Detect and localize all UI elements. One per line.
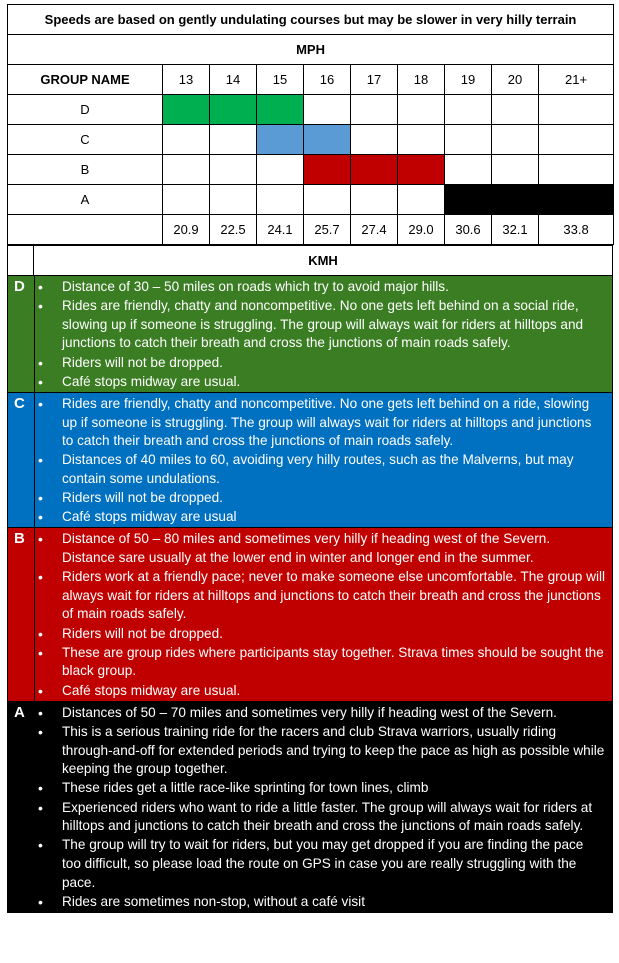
speed-cell [398, 185, 445, 215]
description-item: • Distances of 40 miles to 60, avoiding very hilly routes, such as the Malverns, but may contain some undulations. [62, 451, 606, 489]
mph-value: 14 [210, 65, 257, 95]
speed-cell [492, 155, 539, 185]
speed-cell [210, 125, 257, 155]
mph-value: 21+ [539, 65, 614, 95]
kmh-value: 29.0 [398, 215, 445, 245]
group-block-a [7, 702, 613, 913]
speed-cell [445, 125, 492, 155]
group-letter: A [14, 703, 25, 721]
mph-value: 20 [492, 65, 539, 95]
kmh-value: 20.9 [163, 215, 210, 245]
speed-cell [210, 185, 257, 215]
mph-value: 13 [163, 65, 210, 95]
speed-cell [257, 155, 304, 185]
speed-cell [163, 185, 210, 215]
kmh-label-table [7, 245, 613, 276]
description-item: • Riders will not be dropped. [62, 354, 606, 373]
kmh-value: 33.8 [539, 215, 614, 245]
group-letter: D [14, 278, 25, 295]
speed-cell-filled [539, 185, 614, 215]
description-item: • Café stops midway are usual [62, 508, 606, 527]
group-row [8, 185, 614, 215]
description-list [8, 702, 612, 912]
block-divider [34, 393, 35, 528]
description-item: • These are group rides where participants stay together. Strava times should be sought the black group. [62, 644, 606, 682]
speed-cell [398, 125, 445, 155]
description-item: • Distances of 50 – 70 miles and sometimes very hilly if heading west of the Severn. [62, 704, 606, 723]
speed-cell [492, 125, 539, 155]
description-item: • The group will try to wait for riders, but you may get dropped if you are finding the pace too difficult, so please load the route on GPS in case you are really struggling with the pace. [62, 836, 606, 892]
speed-cell [398, 95, 445, 125]
speed-cell [539, 95, 614, 125]
description-list [8, 393, 612, 528]
block-divider [34, 276, 35, 392]
group-letter: C [14, 394, 25, 412]
speed-cell [210, 155, 257, 185]
speed-cell-filled [304, 155, 351, 185]
speed-cell [304, 185, 351, 215]
description-item: • Experienced riders who want to ride a little faster. The group will always wait for riders at hilltops and junctions to catch their breath and cross the junctions of main roads safely. [62, 799, 606, 837]
kmh-value: 32.1 [492, 215, 539, 245]
description-item: • Rides are friendly, chatty and noncompetitive. No one gets left behind on a social ride, slowing up if someone is struggling. The group will always wait for riders at hilltops and junctions to catch their breath and cross the junctions of main roads safely. [62, 297, 606, 353]
speed-cell [351, 185, 398, 215]
description-item: • Riders will not be dropped. [62, 489, 606, 508]
group-name: C [8, 125, 163, 155]
group-block-c [7, 393, 613, 529]
description-item: • Rides are sometimes non-stop, without a café visit [62, 893, 606, 912]
description-item: • These rides get a little race-like sprinting for town lines, climb [62, 779, 606, 798]
speed-cell-filled [257, 95, 304, 125]
speed-cell-filled [351, 155, 398, 185]
group-descriptions [7, 276, 613, 913]
description-item: • Riders work at a friendly pace; never to make someone else uncomfortable. The group will always wait for riders at hilltops and junctions to catch their breath and cross the junctions of main roads safely. [62, 568, 606, 624]
group-row [8, 155, 614, 185]
mph-value: 16 [304, 65, 351, 95]
group-row [8, 125, 614, 155]
speed-table [7, 4, 614, 245]
group-letter: B [14, 530, 25, 548]
description-list [8, 528, 612, 700]
mph-value: 15 [257, 65, 304, 95]
mph-value: 19 [445, 65, 492, 95]
speed-cell [163, 125, 210, 155]
kmh-row-blank [8, 215, 163, 245]
description-item: • Rides are friendly, chatty and noncompetitive. No one gets left behind on a ride, slowing up if someone is struggling. The group will always wait for riders at hilltops and junctions to catch their breath and cross the junctions of main roads safely. [62, 395, 606, 451]
speed-cell [351, 125, 398, 155]
group-name: D [8, 95, 163, 125]
speed-cell [492, 95, 539, 125]
mph-value: 18 [398, 65, 445, 95]
speed-cell [445, 155, 492, 185]
speed-cell-filled [163, 95, 210, 125]
kmh-label: KMH [34, 246, 613, 276]
description-item: • Café stops midway are usual. [62, 682, 606, 701]
group-name: A [8, 185, 163, 215]
speed-cell-filled [398, 155, 445, 185]
description-list [8, 276, 612, 392]
kmh-value: 24.1 [257, 215, 304, 245]
group-block-b [7, 528, 613, 701]
mph-value: 17 [351, 65, 398, 95]
speed-cell-filled [210, 95, 257, 125]
description-item: • Distance of 50 – 80 miles and sometimes very hilly if heading west of the Severn. Distance sare usually at the lower end in winter and longer end in the summer. [62, 530, 606, 568]
kmh-blank [8, 246, 34, 276]
kmh-value: 22.5 [210, 215, 257, 245]
description-item: • Café stops midway are usual. [62, 373, 606, 392]
speed-cell-filled [304, 125, 351, 155]
description-item: • This is a serious training ride for the racers and club Strava warriors, usually riding through-and-off for extended periods and trying to keep the pace as high as possible while keeping the group together. [62, 723, 606, 779]
group-name-header: GROUP NAME [8, 65, 163, 95]
kmh-value: 27.4 [351, 215, 398, 245]
speed-guide [7, 4, 613, 913]
speed-cell-filled [445, 185, 492, 215]
kmh-value: 30.6 [445, 215, 492, 245]
speed-cell [304, 95, 351, 125]
group-block-d [7, 276, 613, 393]
description-item: • Riders will not be dropped. [62, 625, 606, 644]
title: Speeds are based on gently undulating courses but may be slower in very hilly terrain [8, 5, 614, 35]
speed-cell [445, 95, 492, 125]
kmh-value: 25.7 [304, 215, 351, 245]
group-row [8, 95, 614, 125]
mph-label: MPH [8, 35, 614, 65]
speed-cell-filled [492, 185, 539, 215]
speed-cell-filled [257, 125, 304, 155]
speed-cell [257, 185, 304, 215]
block-divider [34, 528, 35, 700]
speed-cell [539, 125, 614, 155]
speed-cell [351, 95, 398, 125]
description-item: • Distance of 30 – 50 miles on roads which try to avoid major hills. [62, 278, 606, 297]
group-name: B [8, 155, 163, 185]
speed-cell [163, 155, 210, 185]
block-divider [34, 702, 35, 912]
speed-cell [539, 155, 614, 185]
